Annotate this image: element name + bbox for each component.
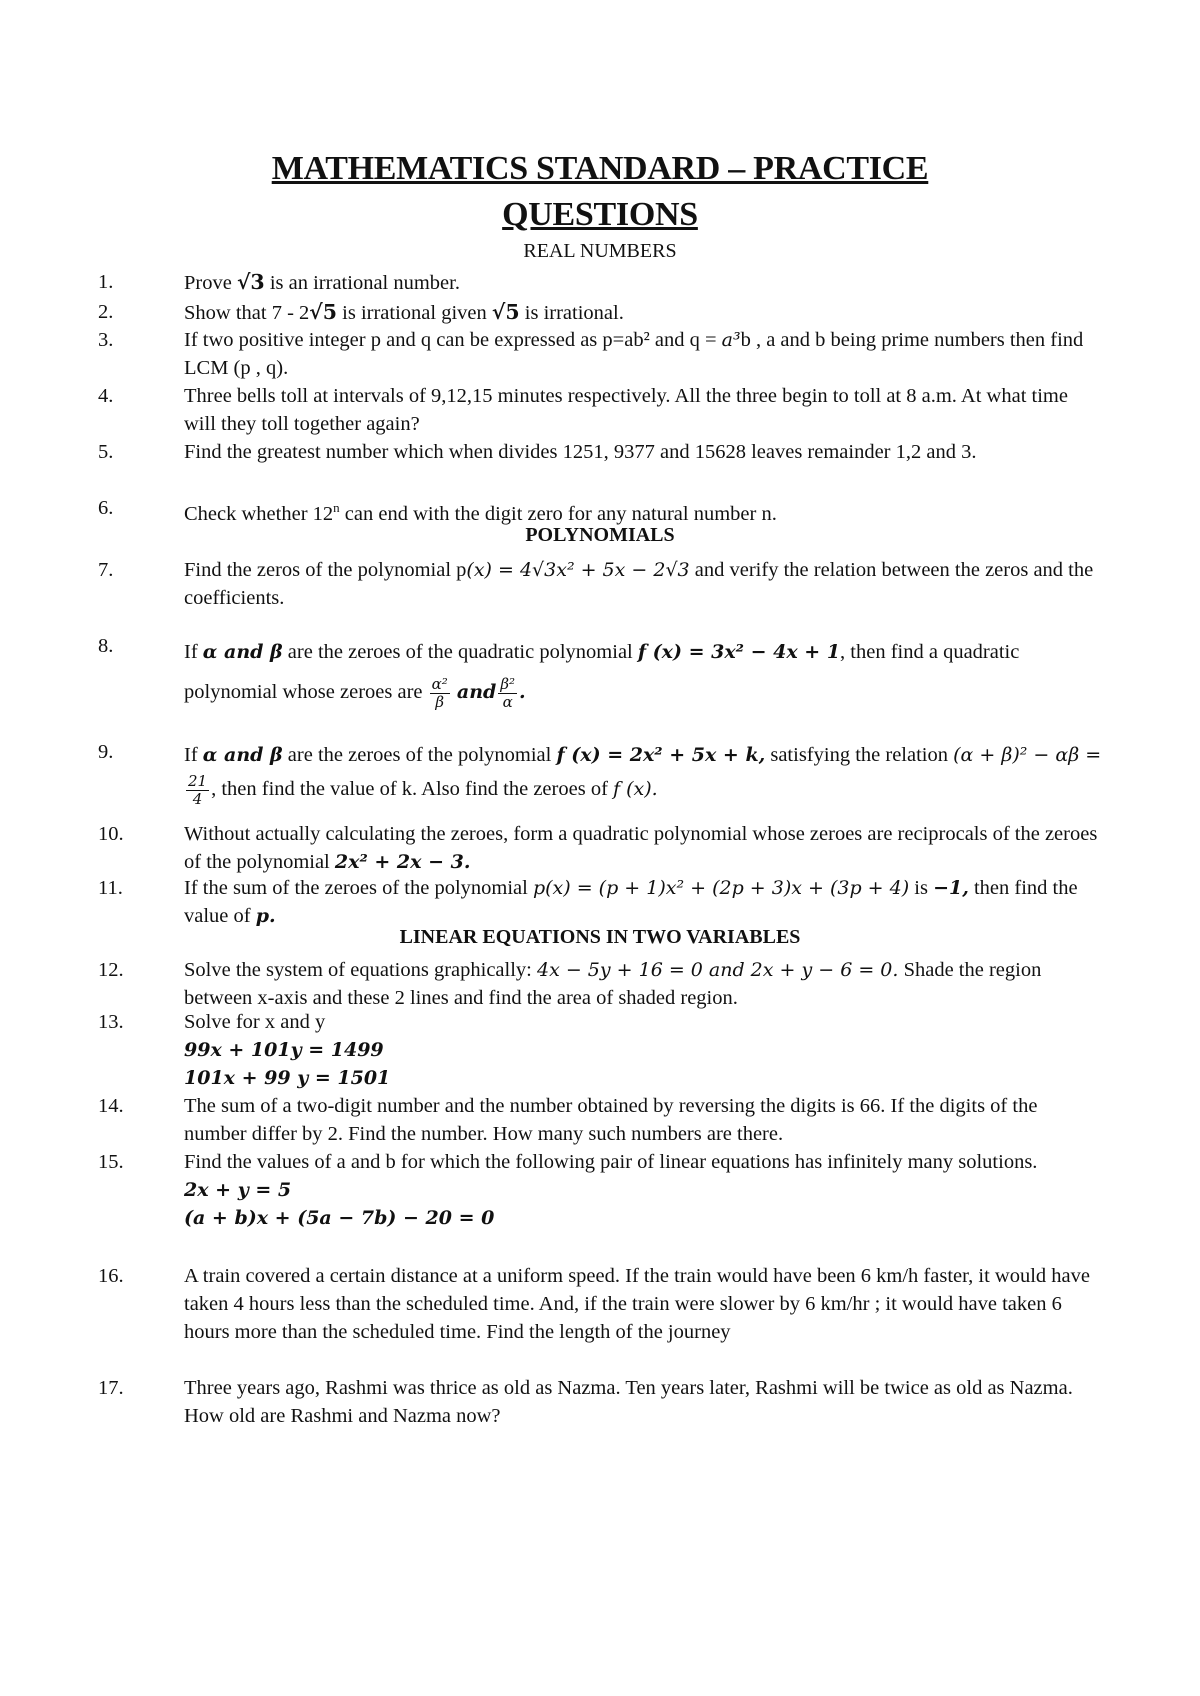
question-text: If two positive integer p and q can be expressed as p=ab² and q = a³b , a and b being prime numbers then find LCM (p , q). [184,329,1084,379]
question-text: Prove √3 is an irrational number. [184,270,460,294]
question-number: 15. [98,1151,124,1173]
question-text: Without actually calculating the zeroes, form a quadratic polynomial whose zeroes are reciprocals of the zeroes of the polynomial 2x² + 2x − 3. [184,823,1098,873]
question-text: Show that 7 - 2√5 is irrational given √5 is irrational. [184,300,624,324]
page-title-line-2: QUESTIONS [502,196,698,233]
question-number: 2. [98,301,114,323]
question-text: Solve for x and y 99x + 101y = 1499 101x + 99 y = 1501 [184,1008,1104,1092]
question-text: Solve the system of equations graphically: 4x − 5y + 16 = 0 and 2x + y − 6 = 0. Shade the region between x-axis and these 2 lines and find the area of shaded region. [184,959,1042,1009]
section-heading-polynomials: POLYNOMIALS [525,524,675,546]
fraction-beta-sq-over-alpha: $\frac{\text{β²}}{\alpha}$ [500,674,516,711]
question-number: 3. [98,329,114,351]
question-text: Find the greatest number which when divides 1251, 9377 and 15628 leaves remainder 1,2 and 3. [184,441,977,463]
page-title-line-1: MATHEMATICS STANDARD – PRACTICE [271,150,929,187]
question-text: Check whether 12$^n$ can end with the digit zero for any natural number n. [184,500,777,525]
question-number: 1. [98,271,114,293]
fraction-21-over-4: $\frac{21}{4}$ [188,771,208,808]
question-text: If the sum of the zeroes of the polynomial p(x) = (p + 1)x² + (2p + 3)x + (3p + 4) is −1, then find the value of p. [184,877,1078,927]
question-number: 7. [98,559,114,581]
question-number: 13. [98,1011,124,1033]
equation-13-2: 101x + 99 y = 1501 [184,1067,391,1089]
question-number: 5. [98,441,114,463]
section-heading-real-numbers: REAL NUMBERS [523,240,677,262]
question-text: Find the zeros of the polynomial p(x) = 4√3x² + 5x − 2√3 and verify the relation between the zeros and the coefficients. [184,559,1094,609]
question-number: 17. [98,1377,124,1399]
question-text: A train covered a certain distance at a uniform speed. If the train would have been 6 km/h faster, it would have taken 4 hours less than the scheduled time. And, if the train were slower by 6 km/hr ; it would have taken 6 hours more than the scheduled time. Find the length of the journey [184,1265,1090,1343]
question-text: Three years ago, Rashmi was thrice as old as Nazma. Ten years later, Rashmi will be twice as old as Nazma. How old are Rashmi and Nazma now? [184,1377,1073,1427]
question-number: 14. [98,1095,124,1117]
fraction-alpha-sq-over-beta: $\frac{\text{α²}}{\beta}$ [431,674,448,711]
equation-13-1: 99x + 101y = 1499 [184,1039,384,1061]
question-text: If α and β are the zeroes of the polynomial f (x) = 2x² + 5x + k, satisfying the relation (α + β)² − αβ = $\frac{21}{4}$ , then find the value of k. Also find the zeroes of f (x). [184,744,1102,808]
question-text: If α and β are the zeroes of the quadratic polynomial f (x) = 3x² − 4x + 1, then find a quadratic polynomial whose zeroes are $\frac{\text{α²}}{\beta}$ and $\frac{\text{β²}}{\alpha}$ . [184,641,1020,711]
question-number: 6. [98,497,114,519]
section-heading-linear-equations: LINEAR EQUATIONS IN TWO VARIABLES [399,926,801,948]
question-number: 9. [98,741,114,763]
question-number: 8. [98,635,114,657]
question-text: Find the values of a and b for which the following pair of linear equations has infinitely many solutions. 2x + y = 5 (a + b)x + (5a − 7b) − 20 = 0 [184,1148,1104,1232]
equation-15-1: 2x + y = 5 [184,1179,292,1201]
question-number: 12. [98,959,124,981]
question-number: 10. [98,823,124,845]
question-number: 11. [98,877,123,899]
equation-15-2: (a + b)x + (5a − 7b) − 20 = 0 [184,1207,495,1229]
question-text: The sum of a two-digit number and the number obtained by reversing the digits is 66. If the digits of the number differ by 2. Find the number. How many such numbers are there. [184,1095,1038,1145]
question-text: Three bells toll at intervals of 9,12,15 minutes respectively. All the three begin to toll at 8 a.m. At what time will they toll together again? [184,385,1068,435]
question-number: 4. [98,385,114,407]
question-number: 16. [98,1265,124,1287]
